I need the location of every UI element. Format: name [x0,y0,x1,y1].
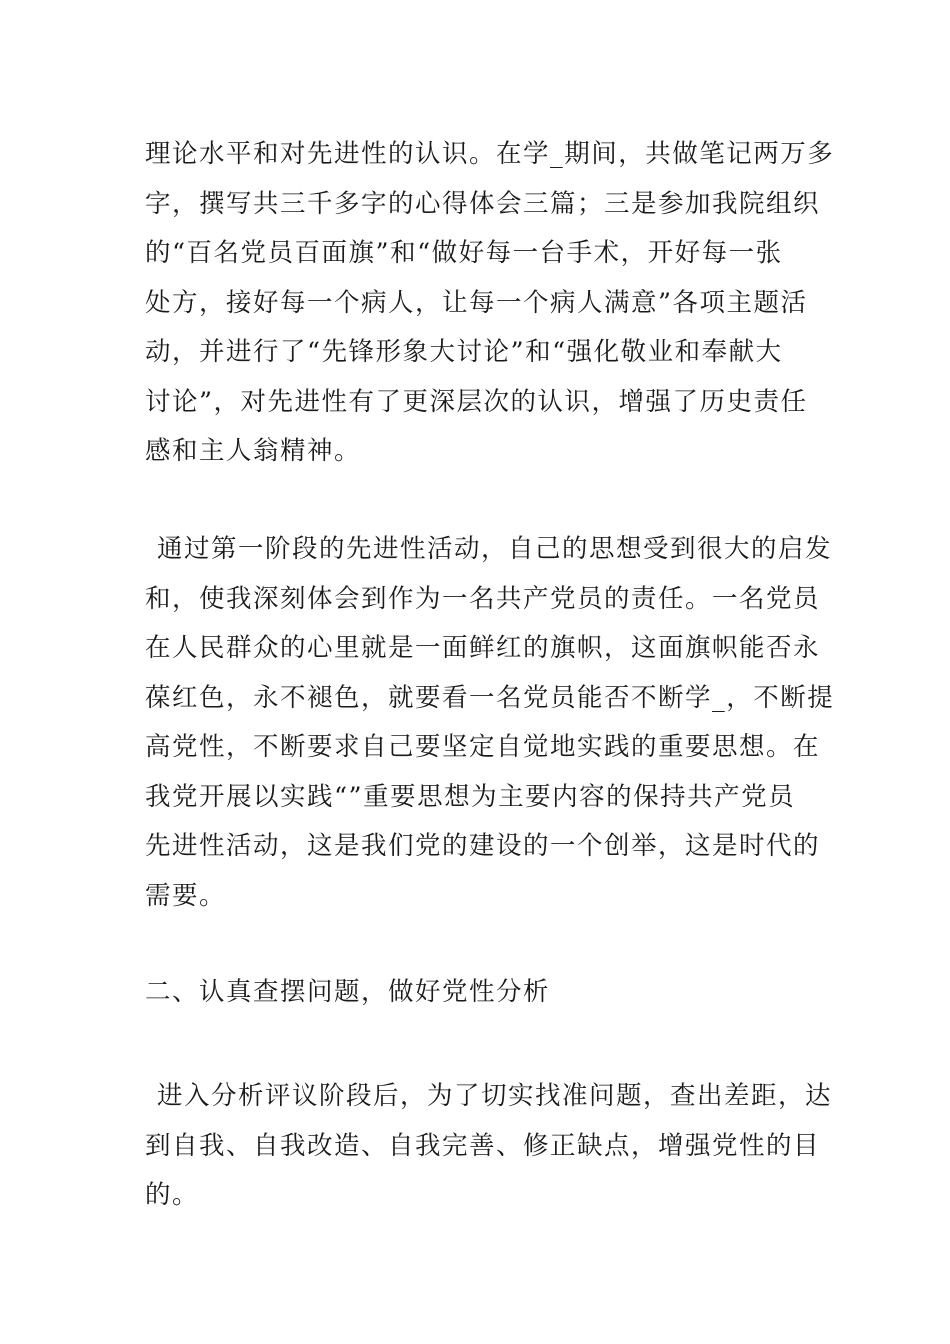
text-line: 的“百名党员百面旗”和“做好每一台手术，开好每一张 [145,238,783,268]
text-line: 在人民群众的心里就是一面鲜红的旗帜，这面旗帜能否永 [145,633,821,663]
section-heading [145,968,810,1018]
text-line: 我党开展以实践“”重要思想为主要内容的保持共产党员 [145,781,796,812]
text-line: 处方，接好每一个病人，让每一个病人满意”各项主题活 [145,287,808,318]
text-line: 到自我、自我改造、自我完善、修正缺点，增强党性的目 [145,1130,821,1161]
text-line: 理论水平和对先进性的认识。在学_期间，共做笔记两万多 [145,139,835,169]
text-line: 和，使我深刻体会到作为一名共产党员的责任。一名党员 [145,583,821,614]
text-line: 高党性，不断要求自己要坚定自觉地实践的重要思想。在 [145,732,821,762]
paragraph-3 [145,1072,833,1221]
text-line: 进入分析评议阶段后，为了切实找准问题，查出差距，达 [157,1081,833,1111]
text-line: 讨论”，对先进性有了更深层次的认识，增强了历史责任 [145,386,808,417]
heading-text: 二、认真查摆问题，做好党性分析 [145,977,551,1007]
text-line: 动，并进行了“先锋形象大讨论”和“强化敬业和奉献大 [145,337,783,367]
text-line: 感和主人翁精神。 [145,436,362,466]
text-line: 通过第一阶段的先进性活动，自己的思想受到很大的启发 [157,534,833,564]
text-line: 的。 [145,1180,200,1210]
paragraph-2 [145,525,835,921]
paragraph-1 [145,130,835,477]
text-line: 葆红色，永不褪色，就要看一名党员能否不断学_，不断提 [145,682,835,713]
text-line: 先进性活动，这是我们党的建设的一个创举，这是时代的 [145,831,821,861]
text-line: 需要。 [145,880,227,911]
text-line: 字，撰写共三千多字的心得体会三篇；三是参加我院组织 [145,188,821,219]
